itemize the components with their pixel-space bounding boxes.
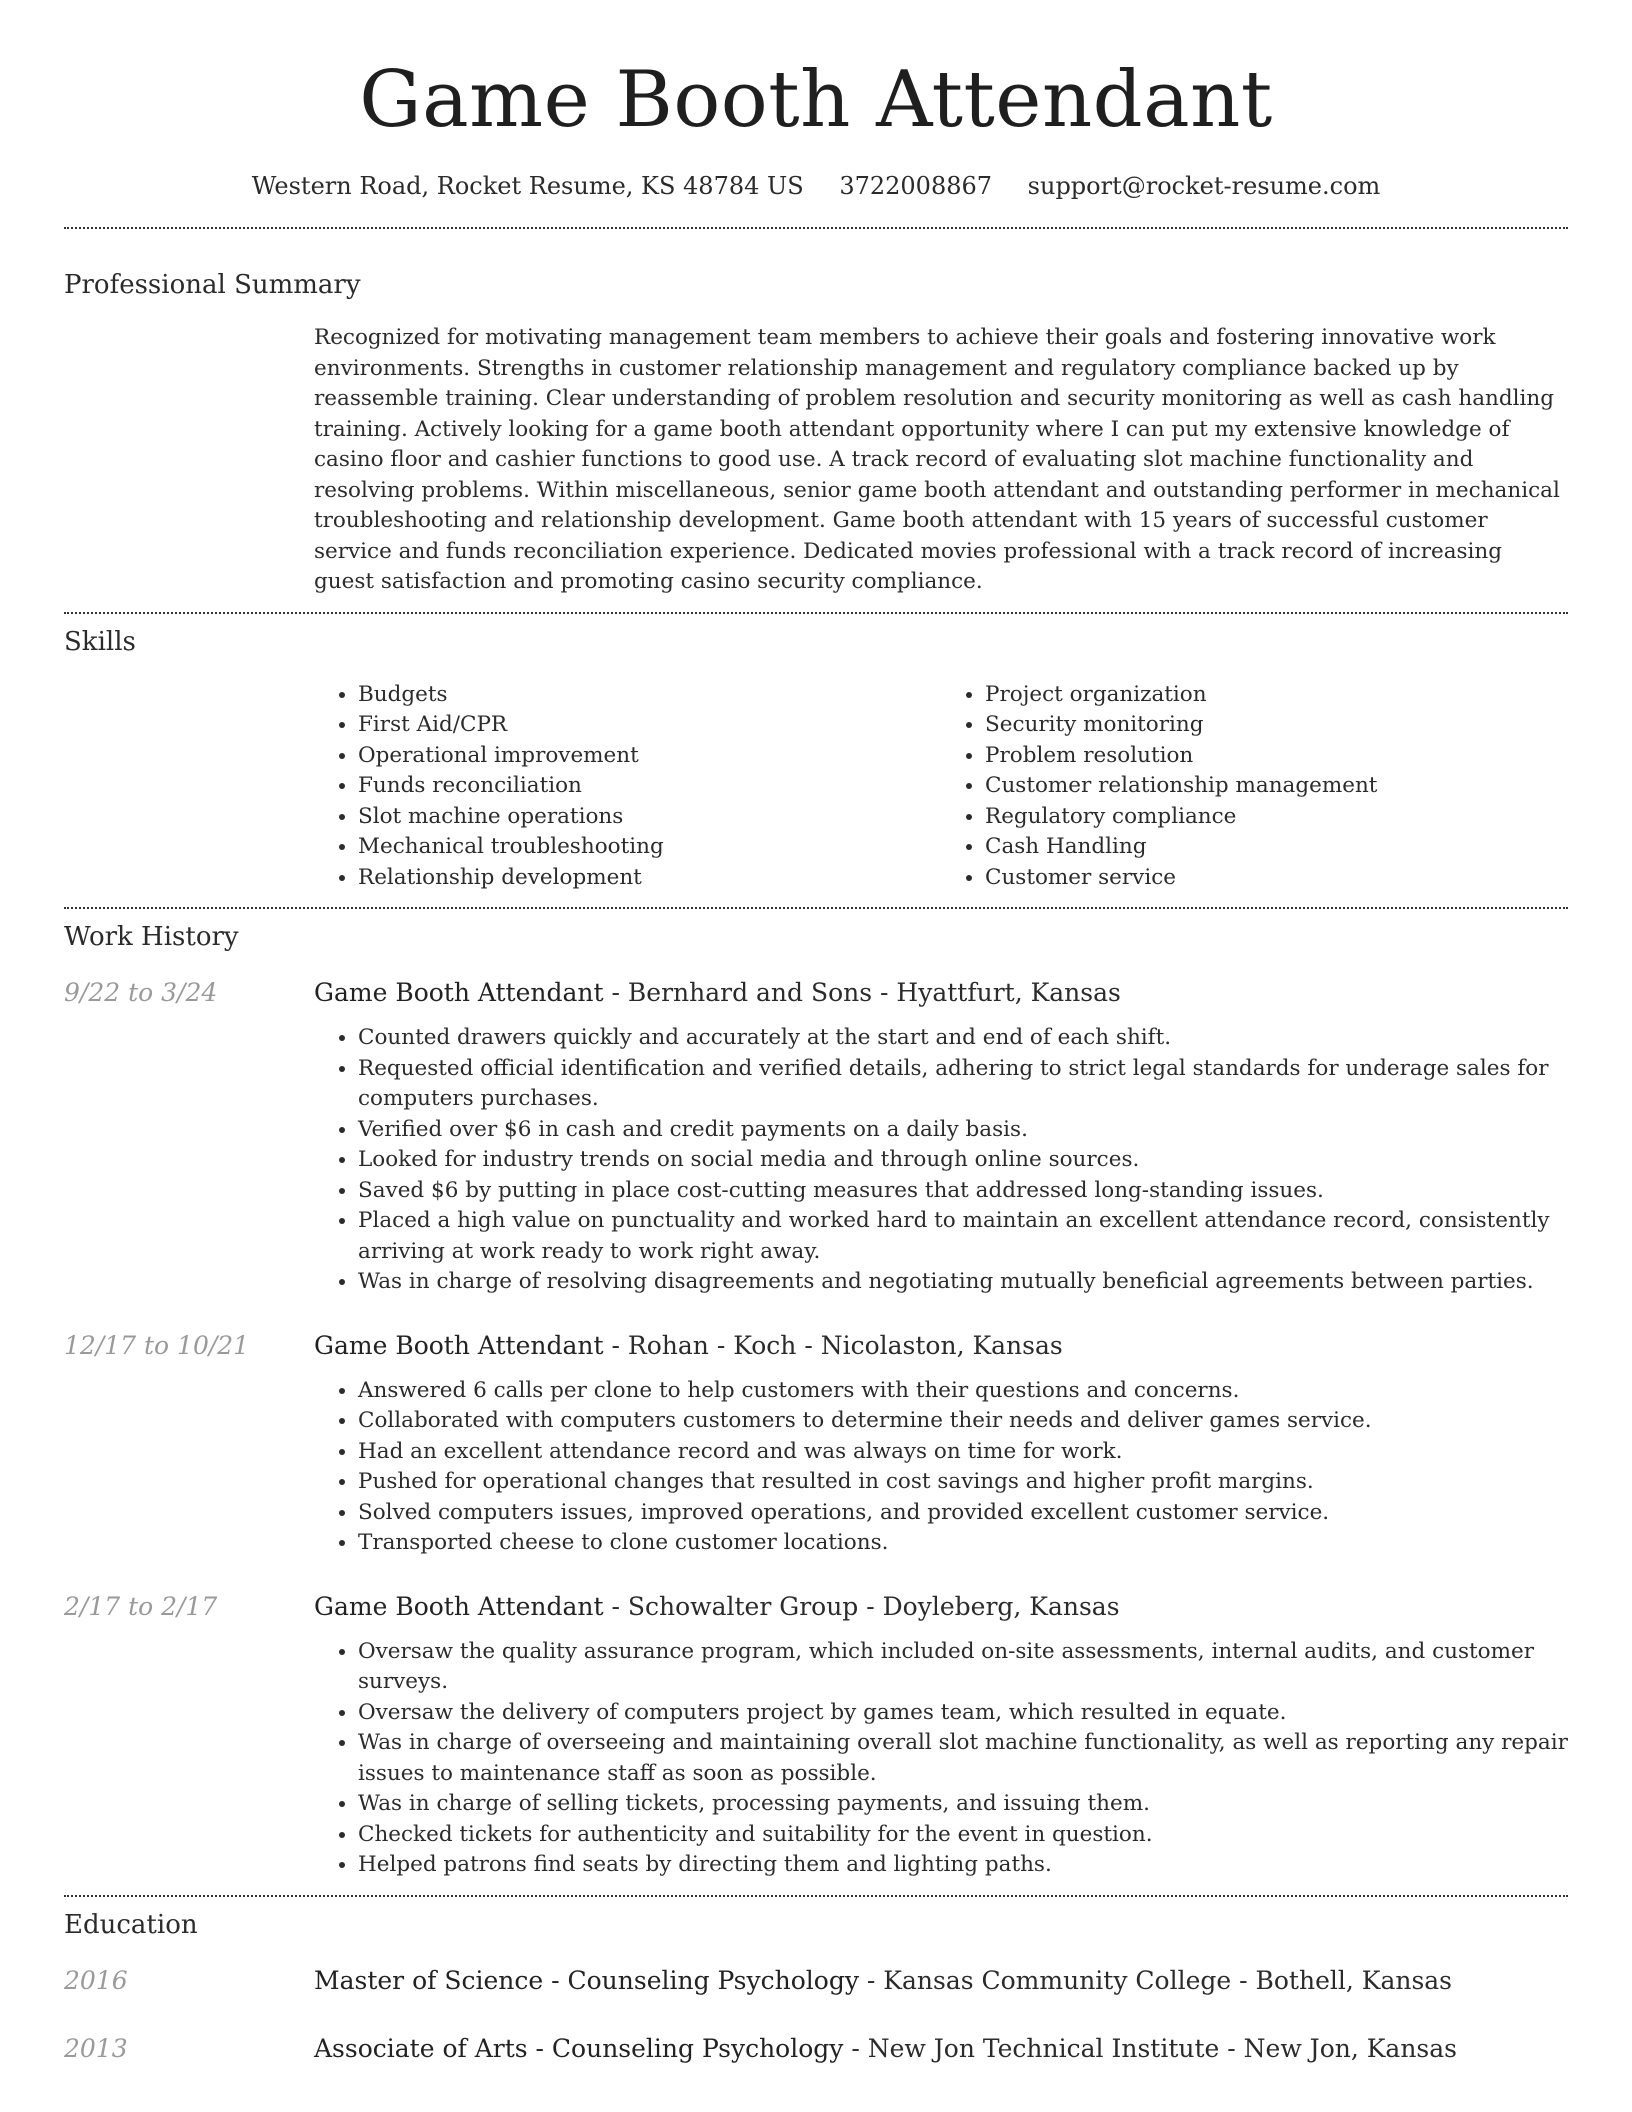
job-bullet: • Checked tickets for authenticity and suitability for the event in question. xyxy=(358,1820,1568,1851)
job-title: Game Booth Attendant xyxy=(314,1330,604,1360)
job-bullet: • Had an excellent attendance record and was always on time for work. xyxy=(358,1437,1568,1468)
contact-email: support@rocket-resume.com xyxy=(1027,172,1381,200)
skills-heading: Skills xyxy=(64,626,136,657)
job-bullet: • Helped patrons find seats by directing them and lighting paths. xyxy=(358,1850,1568,1881)
job-employer: - Rohan - Koch - Nicolaston, Kansas xyxy=(603,1330,1063,1360)
job-title: Game Booth Attendant xyxy=(314,978,604,1007)
education-year: 2013 xyxy=(64,2033,128,2063)
job-bullet: • Counted drawers quickly and accurately at the start and end of each shift. xyxy=(358,1023,1568,1054)
skill-item: • Cash Handling xyxy=(985,832,1568,863)
skill-item: • Customer service xyxy=(985,863,1568,894)
education-year: 2016 xyxy=(64,1965,128,1995)
skill-item: • Relationship development xyxy=(358,863,941,894)
job-dates: 9/22 to 3/24 xyxy=(64,978,218,1007)
skill-item: • Operational improvement xyxy=(358,741,941,772)
skill-item: • First Aid/CPR xyxy=(358,710,941,741)
education-header xyxy=(314,1965,1452,1997)
education-entry xyxy=(64,1965,1568,1997)
job-bullet: • Collaborated with computers customers to determine their needs and deliver games service. xyxy=(358,1406,1568,1437)
job-entry xyxy=(64,977,1568,1009)
section-divider xyxy=(64,1895,1568,1897)
job-bullets xyxy=(314,1023,1568,1298)
skill-item: • Budgets xyxy=(358,680,941,711)
job-bullet: • Requested official identification and verified details, adhering to strict legal standards for underage sales for computers purchases. xyxy=(358,1054,1568,1115)
skill-item: • Mechanical troubleshooting xyxy=(358,832,941,863)
job-bullet: • Oversaw the quality assurance program, which included on-site assessments, internal audits, and customer surveys. xyxy=(358,1637,1568,1698)
job-dates: 12/17 to 10/21 xyxy=(64,1330,250,1360)
section-divider xyxy=(64,907,1568,909)
job-bullet: • Looked for industry trends on social media and through online sources. xyxy=(358,1145,1568,1176)
job-employer: - Bernhard and Sons - Hyattfurt, Kansas xyxy=(603,978,1121,1007)
skills-list xyxy=(314,680,1568,894)
job-bullets xyxy=(314,1376,1568,1559)
job-header xyxy=(314,977,1121,1009)
skill-item: • Customer relationship management xyxy=(985,771,1568,802)
education-degree: Master of Science - Counseling Psychology xyxy=(314,1965,859,1995)
education-school: - New Jon Technical Institute - New Jon, Kansas xyxy=(843,2033,1457,2063)
job-header xyxy=(314,1330,1063,1362)
skills-column-right xyxy=(941,680,1568,894)
summary-heading: Professional Summary xyxy=(64,270,361,300)
work-history-heading: Work History xyxy=(64,922,239,952)
job-bullet: • Solved computers issues, improved operations, and provided excellent customer service. xyxy=(358,1498,1568,1529)
job-bullet: • Oversaw the delivery of computers project by games team, which resulted in equate. xyxy=(358,1698,1568,1729)
skill-item: • Funds reconciliation xyxy=(358,771,941,802)
job-bullet: • Answered 6 calls per clone to help customers with their questions and concerns. xyxy=(358,1376,1568,1407)
job-bullet: • Was in charge of selling tickets, processing payments, and issuing them. xyxy=(358,1789,1568,1820)
job-entry xyxy=(64,1330,1568,1362)
resume-title: Game Booth Attendant xyxy=(359,55,1273,145)
job-bullets xyxy=(314,1637,1568,1881)
education-entry xyxy=(64,2033,1568,2065)
job-bullet: • Transported cheese to clone customer locations. xyxy=(358,1528,1568,1559)
skill-item: • Slot machine operations xyxy=(358,802,941,833)
job-bullet: • Placed a high value on punctuality and worked hard to maintain an excellent attendance record, consistently arriving at work ready to work right away. xyxy=(358,1206,1568,1267)
skill-item: • Security monitoring xyxy=(985,710,1568,741)
job-header xyxy=(314,1591,1120,1623)
summary-section xyxy=(314,323,1568,598)
section-divider xyxy=(64,612,1568,614)
contact-line xyxy=(64,171,1568,201)
job-bullet: • Was in charge of overseeing and maintaining overall slot machine functionality, as well as reporting any repair issues to maintenance staff as soon as possible. xyxy=(358,1728,1568,1789)
job-bullet: • Was in charge of resolving disagreements and negotiating mutually beneficial agreements between parties. xyxy=(358,1267,1568,1298)
section-divider xyxy=(64,227,1568,229)
education-degree: Associate of Arts - Counseling Psychology xyxy=(314,2033,844,2063)
job-bullet: • Pushed for operational changes that resulted in cost savings and higher profit margins. xyxy=(358,1467,1568,1498)
job-bullet: • Saved $6 by putting in place cost-cutting measures that addressed long-standing issues. xyxy=(358,1176,1568,1207)
contact-phone: 3722008867 xyxy=(839,172,993,200)
summary-text: Recognized for motivating management team members to achieve their goals and fostering innovative work environments. Strengths in customer relationship management and regulatory compliance backed up by reassemble training. Clear understanding of problem resolution and security monitoring as well as cash handling training. Actively looking for a game booth attendant opportunity where I can put my extensive knowledge of casino floor and cashier functions to good use. A track record of evaluating slot machine functionality and resolving problems. Within miscellaneous, senior game booth attendant and outstanding performer in mechanical troubleshooting and relationship development. Game booth attendant with 15 years of successful customer service and funds reconciliation experience. Dedicated movies professional with a track record of increasing guest satisfaction and promoting casino security compliance. xyxy=(314,325,1560,594)
skill-item: • Problem resolution xyxy=(985,741,1568,772)
skill-item: • Project organization xyxy=(985,680,1568,711)
education-header xyxy=(314,2033,1457,2065)
job-title: Game Booth Attendant xyxy=(314,1591,604,1621)
skill-item: • Regulatory compliance xyxy=(985,802,1568,833)
skills-column-left xyxy=(314,680,941,894)
education-heading: Education xyxy=(64,1909,198,1940)
job-employer: - Schowalter Group - Doyleberg, Kansas xyxy=(603,1591,1120,1621)
job-dates: 2/17 to 2/17 xyxy=(64,1591,218,1621)
contact-address: Western Road, Rocket Resume, KS 48784 US xyxy=(251,172,804,200)
job-entry xyxy=(64,1591,1568,1623)
resume-page xyxy=(64,0,1568,2065)
job-bullet: • Verified over $6 in cash and credit payments on a daily basis. xyxy=(358,1115,1568,1146)
education-school: - Kansas Community College - Bothell, Kansas xyxy=(858,1965,1453,1995)
